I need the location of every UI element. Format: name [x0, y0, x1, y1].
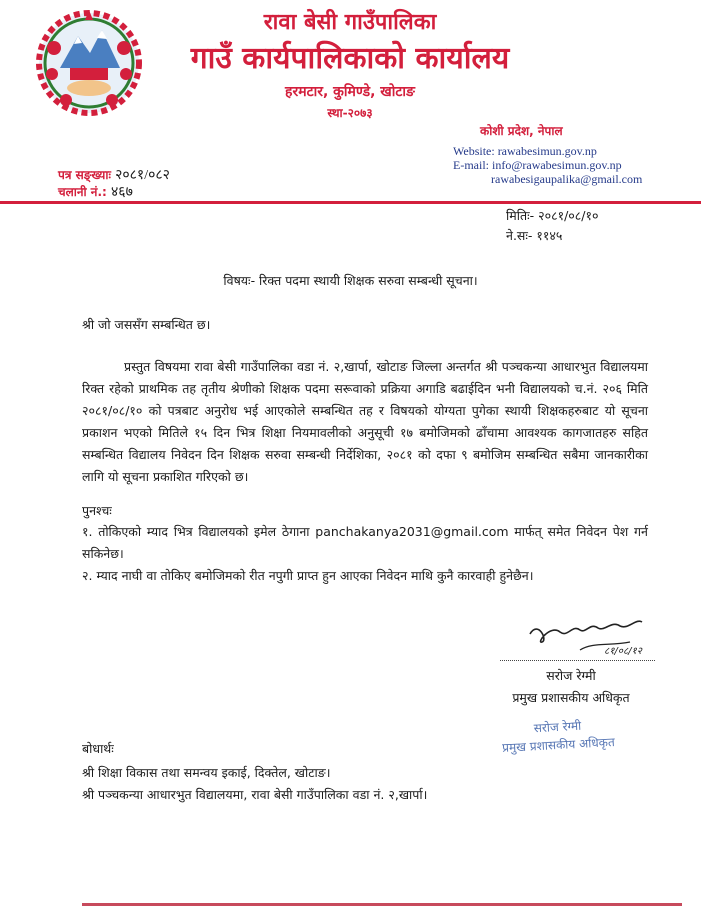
contact-block	[453, 144, 693, 186]
cc-line-2: श्री पञ्चकन्या आधारभुत विद्यालयमा, रावा बेसी गाउँपालिका वडा नं. २,खार्पा।	[82, 787, 428, 802]
signatory-title: प्रमुख प्रशासकीय अधिकृत	[512, 690, 630, 705]
dispatch-number-label: चलानी नं.:	[58, 185, 107, 199]
dispatch-number	[58, 182, 133, 201]
office-address: हरमटार, कुमिण्डे, खोटाङ	[285, 84, 415, 100]
official-stamp	[477, 714, 639, 758]
footer-divider	[82, 903, 682, 906]
signatory-name: सरोज रेग्मी	[546, 668, 596, 683]
nepal-emblem-icon	[30, 8, 148, 118]
municipality-name: रावा बेसी गाउँपालिका	[263, 10, 437, 35]
postscript-item-2: २. म्याद नाघी वा तोकिए बमोजिमको रीत नपुगी प्राप्त हुन आएका निवेदन माथि कुनै कारवाही हुनेछैन।	[82, 568, 534, 583]
body-paragraph: प्रस्तुत विषयमा रावा बेसी गाउँपालिका वडा नं. २,खार्पा, खोटाङ जिल्ला अन्तर्गत श्री पञ्चकन्या आधारभुत विद्यालयमा रिक्त रहेको प्राथमिक तह तृतीय श्रेणीको शिक्षक पदमा सरूवाको प्रक्रिया अगाडि बढाईदिन भनी विद्यालयको च.नं. २०६ मिति २०८१/०८/१० को पत्रबाट अनुरोध भई आएकोले सम्बन्धित तह र विषयको योग्यता पुगेका स्थायी शिक्षकहरुबाट यो सूचना प्रकाशन भएको मितिले १५ दिन भित्र शिक्षा नियमावलीको अनुसूची १७ बमोजिमको ढाँचामा आवश्यक कागजातहरु सहित सम्बन्धित विद्यालय निवेदन दिन शिक्षक सरुवा सम्बन्धी निर्देशिका, २०८१ को दफा ९ बमोजिम सम्बन्धित सबैमा जानकारीका लागि यो सूचना प्रकाशित गरिएको छ।	[82, 359, 648, 484]
signature-handwriting: ८१/०८/१२	[604, 646, 642, 657]
established-year: स्था-२०७३	[327, 106, 373, 120]
postscript-item-1: १. तोकिएको म्याद भित्र विद्यालयको इमेल ठेगाना panchakanya2031@gmail.com मार्फत् समेत निवेदन पेश गर्न सकिनेछ।	[82, 524, 648, 561]
dispatch-number-value: ४६७	[111, 185, 133, 200]
email-primary[interactable]: E-mail: info@rawabesimun.gov.np	[453, 158, 622, 172]
cc-line-1: श्री शिक्षा विकास तथा समन्वय इकाई, दिक्तेल, खोटाङ।	[82, 765, 331, 780]
website-link[interactable]: Website: rawabesimun.gov.np	[453, 144, 597, 158]
letter-date: मितिः- २०८१/०८/१०	[506, 208, 599, 223]
nesa-number: ने.सः- ११४५	[506, 228, 563, 243]
subject-line: विषयः- रिक्त पदमा स्थायी शिक्षक सरुवा सम्बन्धी सूचना।	[223, 273, 478, 288]
stamp-title: प्रमुख प्रशासकीय अधिकृत	[501, 735, 616, 755]
office-title: गाउँ कार्यपालिकाको कार्यालय	[190, 41, 510, 76]
cc-label: बोधार्थः	[82, 741, 114, 756]
salutation: श्री जो जससँग सम्बन्धित छ।	[82, 317, 211, 332]
signature-line	[500, 660, 655, 661]
stamp-name: सरोज रेग्मी	[533, 718, 582, 736]
header-divider	[0, 201, 701, 204]
province-name: कोशी प्रदेश, नेपाल	[480, 124, 563, 138]
signature-scribble-icon	[520, 612, 650, 658]
letter-number-label: पत्र सङ्ख्याः	[58, 168, 111, 182]
postscript-label: पुनश्चः	[82, 503, 112, 518]
email-secondary[interactable]: rawabesigaupalika@gmail.com	[491, 172, 643, 186]
letter-number-value: २०८१/०८२	[115, 168, 170, 183]
